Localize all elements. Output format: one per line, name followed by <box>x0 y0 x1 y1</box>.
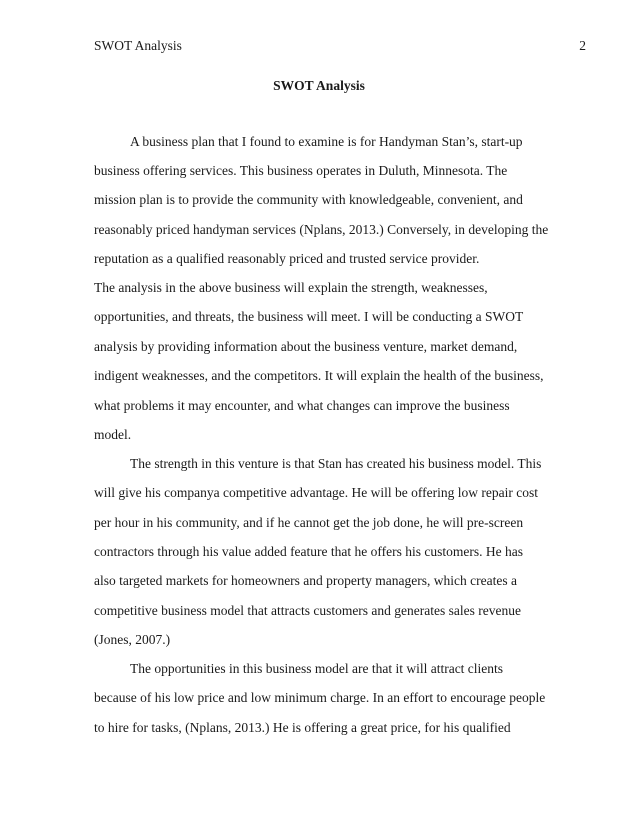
running-head: SWOT Analysis <box>94 38 182 53</box>
text-line: contractors through his value added feature that he offers his customers. He has <box>94 544 523 559</box>
text-line: (Jones, 2007.) <box>94 632 171 647</box>
text-line: A business plan that I found to examine is for Handyman Stan’s, start-up <box>130 134 523 149</box>
text-line: reputation as a qualified reasonably priced and trusted service provider. <box>94 251 480 266</box>
text-line: model. <box>94 427 132 442</box>
text-line: will give his companya competitive advantage. He will be offering low repair cost <box>94 485 538 500</box>
text-line: also targeted markets for homeowners and property managers, which creates a <box>94 573 517 588</box>
text-line: analysis by providing information about the business venture, market demand, <box>94 339 518 354</box>
text-line: The opportunities in this business model are that it will attract clients <box>130 661 504 676</box>
text-line: opportunities, and threats, the business will meet. I will be conducting a SWOT <box>94 309 524 324</box>
text-line: business offering services. This business operates in Duluth, Minnesota. The <box>94 163 508 178</box>
page-number: 2 <box>579 38 586 53</box>
text-line: what problems it may encounter, and what changes can improve the business <box>94 398 510 413</box>
text-line: The strength in this venture is that Stan has created his business model. This <box>130 456 542 471</box>
text-line: mission plan is to provide the community with knowledgeable, convenient, and <box>94 192 523 207</box>
text-line: reasonably priced handyman services (Nplans, 2013.) Conversely, in developing the <box>94 222 549 237</box>
text-line: per hour in his community, and if he cannot get the job done, he will pre-screen <box>94 515 524 530</box>
text-line: because of his low price and low minimum charge. In an effort to encourage people <box>94 690 546 705</box>
text-line: indigent weaknesses, and the competitors. It will explain the health of the business, <box>94 368 544 383</box>
text-line: to hire for tasks, (Nplans, 2013.) He is offering a great price, for his qualified <box>94 720 511 735</box>
text-line: The analysis in the above business will explain the strength, weaknesses, <box>94 280 488 295</box>
text-line: competitive business model that attracts customers and generates sales revenue <box>94 603 521 618</box>
document-title: SWOT Analysis <box>273 78 365 93</box>
